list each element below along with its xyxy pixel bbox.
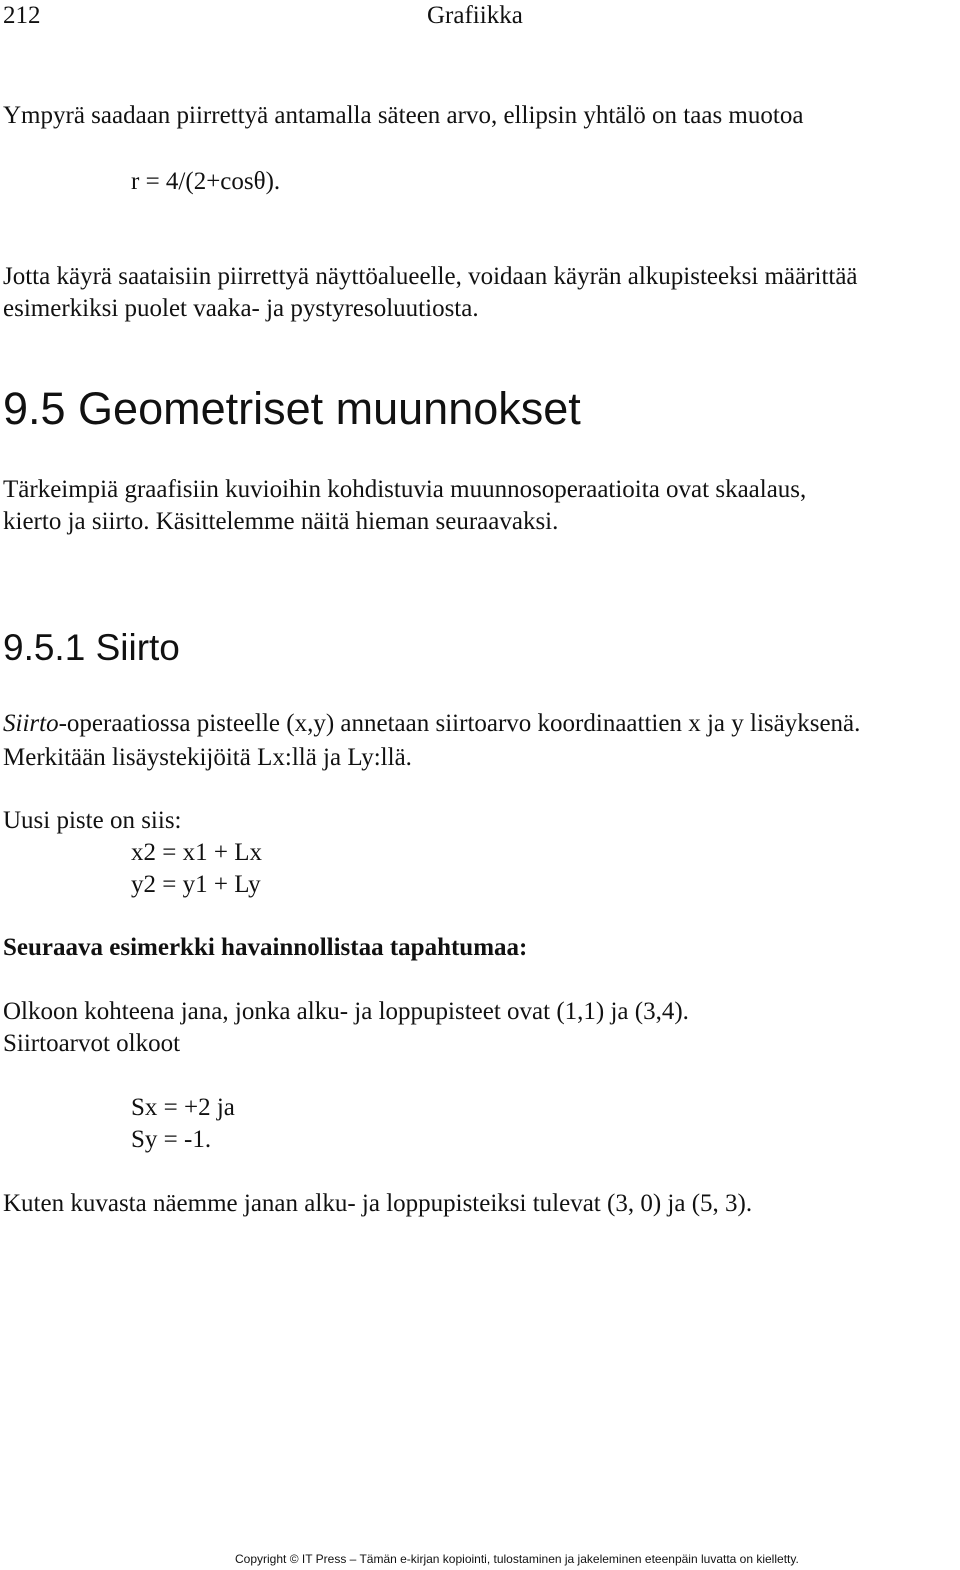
formula-ellipse: r = 4/(2+cosθ). — [131, 168, 281, 195]
section-title: 9.5 Geometriset muunnokset — [3, 383, 581, 434]
term-siirto: Siirto — [3, 710, 59, 737]
paragraph-new-point: Uusi piste on siis: — [3, 807, 182, 834]
paragraph-start-point-line1: Jotta käyrä saataisiin piirrettyä näyttöalueelle, voidaan käyrän alkupisteeksi määrittää — [3, 263, 858, 290]
formula-y2: y2 = y1 + Ly — [131, 871, 261, 898]
paragraph-start-point-line2: esimerkiksi puolet vaaka- ja pystyresoluutiosta. — [3, 295, 479, 322]
paragraph-example-line1: Olkoon kohteena jana, jonka alku- ja loppupisteet ovat (1,1) ja (3,4). — [3, 998, 689, 1025]
formula-x2: x2 = x1 + Lx — [131, 839, 262, 866]
paragraph-transform-line1: Tärkeimpiä graafisiin kuvioihin kohdistuvia muunnosoperaatioita ovat skaalaus, — [3, 476, 807, 503]
running-title: Grafiikka — [427, 2, 523, 29]
example-heading: Seuraava esimerkki havainnollistaa tapahtumaa: — [3, 934, 528, 961]
formula-sy: Sy = -1. — [131, 1126, 212, 1153]
paragraph-result: Kuten kuvasta näemme janan alku- ja loppupisteiksi tulevat (3, 0) ja (5, 3). — [3, 1190, 753, 1217]
footer-copyright: Copyright © IT Press – Tämän e-kirjan kopiointi, tulostaminen ja jakeleminen eteenpäin luvatta on kielletty. — [235, 1552, 799, 1566]
page-number: 212 — [3, 2, 41, 29]
paragraph-ellipse-intro: Ympyrä saadaan piirrettyä antamalla säteen arvo, ellipsin yhtälö on taas muotoa — [3, 102, 804, 129]
paragraph-siirto-line1 — [3, 708, 860, 740]
formula-sx: Sx = +2 ja — [131, 1094, 235, 1121]
paragraph-example-line2: Siirtoarvot olkoot — [3, 1030, 181, 1057]
paragraph-siirto-line2: Merkitään lisäystekijöitä Lx:llä ja Ly:llä. — [3, 744, 412, 771]
paragraph-transform-line2: kierto ja siirto. Käsittelemme näitä hieman seuraavaksi. — [3, 508, 559, 535]
paragraph-siirto-rest: -operaatiossa pisteelle (x,y) annetaan siirtoarvo koordinaattien x ja y lisäyksenä. — [58, 710, 861, 737]
subsection-title: 9.5.1 Siirto — [3, 627, 180, 668]
